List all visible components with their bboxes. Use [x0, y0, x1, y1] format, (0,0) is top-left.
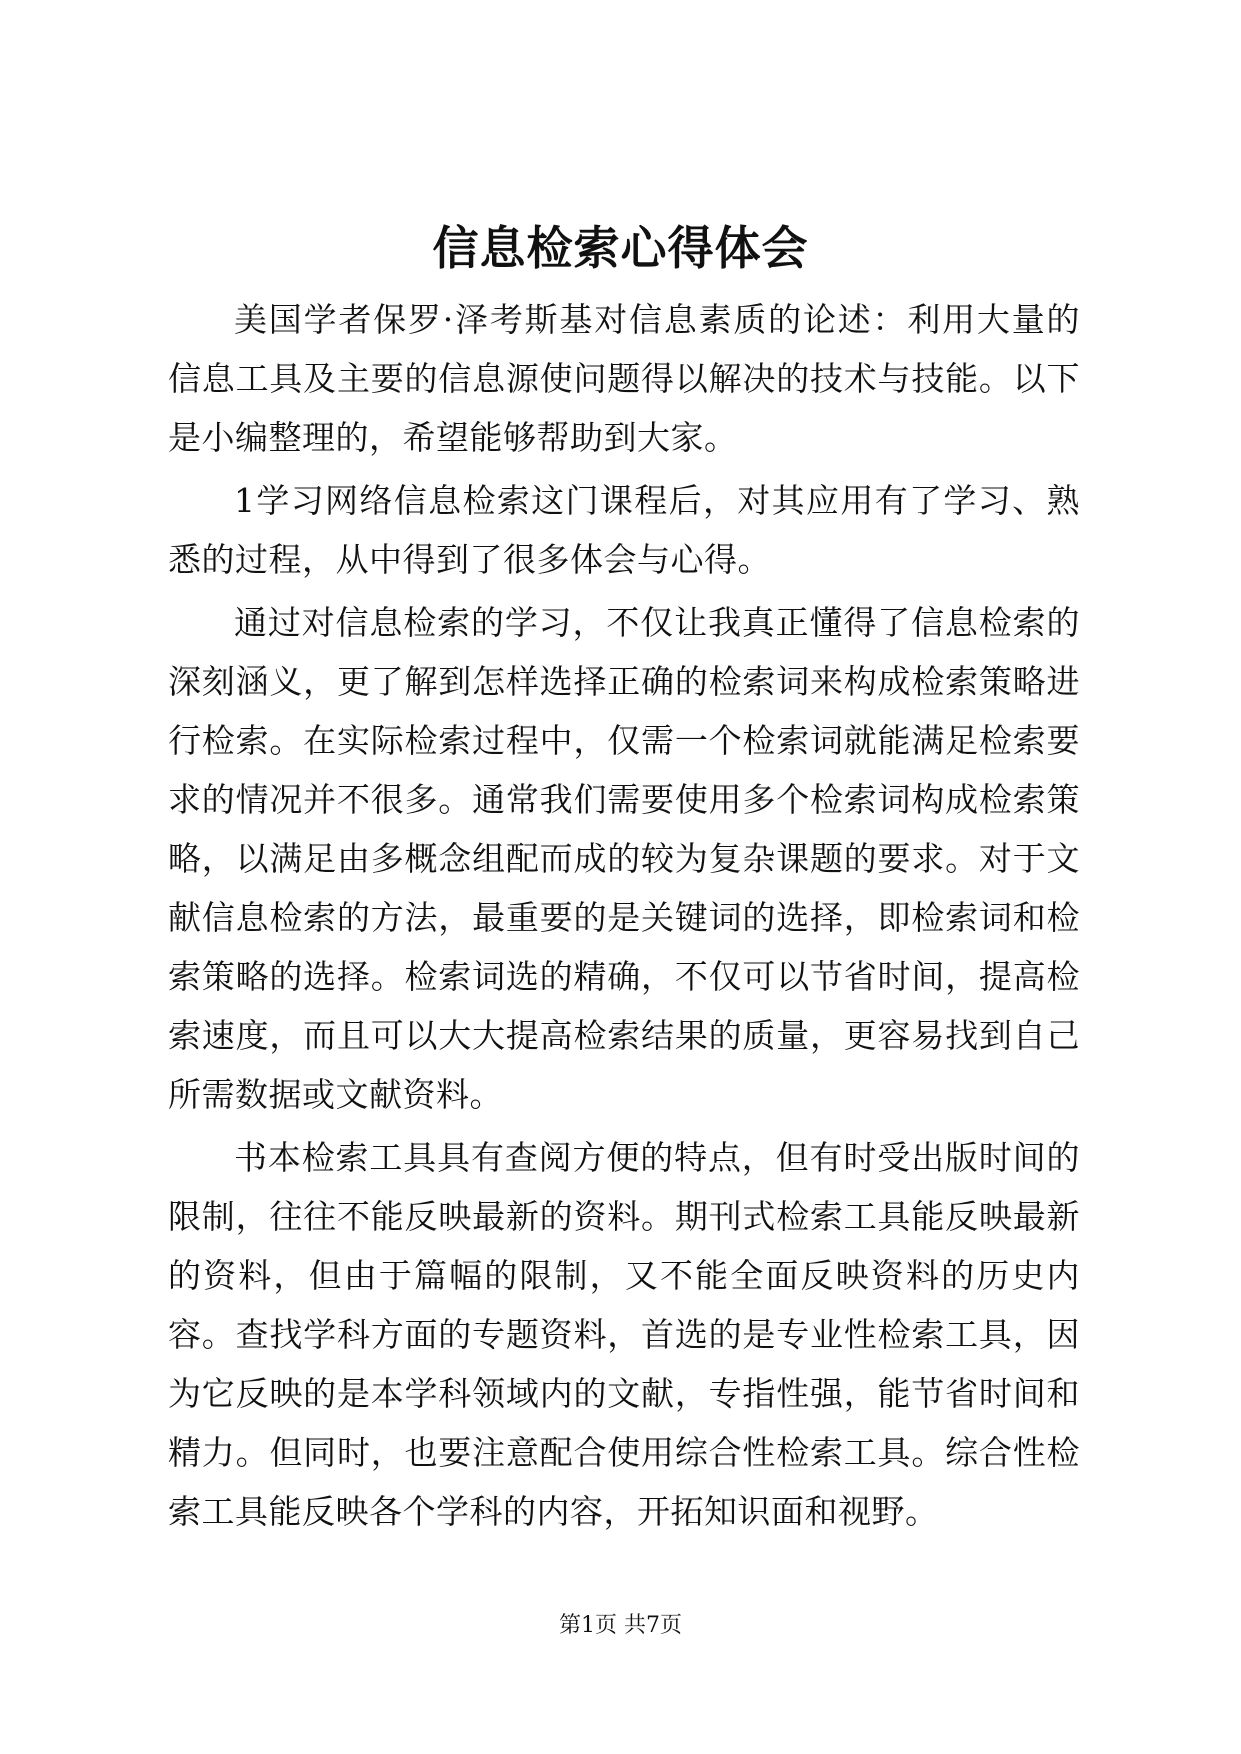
document-body: [168, 290, 1080, 1545]
paragraph-1: 1学习网络信息检索这门课程后，对其应用有了学习、熟悉的过程，从中得到了很多体会与心得。: [168, 481, 1080, 579]
page-number-footer: 第1页 共7页: [559, 1613, 682, 1638]
document-title: 信息检索心得体会: [432, 221, 809, 275]
paragraph-2: 通过对信息检索的学习，不仅让我真正懂得了信息检索的深刻涵义，更了解到怎样选择正确的检索词来构成检索策略进行检索。在实际检索过程中，仅需一个检索词就能满足检索要求的情况并不很多。通常我们需要使用多个检索词构成检索策略，以满足由多概念组配而成的较为复杂课题的要求。对于文献信息检索的方法，最重要的是关键词的选择，即检索词和检索策略的选择。检索词选的精确，不仅可以节省时间，提高检索速度，而且可以大大提高检索结果的质量，更容易找到自己所需数据或文献资料。: [168, 603, 1080, 1114]
paragraph-intro: 美国学者保罗·泽考斯基对信息素质的论述：利用大量的信息工具及主要的信息源使问题得以解决的技术与技能。以下是小编整理的，希望能够帮助到大家。: [168, 300, 1080, 457]
paragraph-3: 书本检索工具具有查阅方便的特点，但有时受出版时间的限制，往往不能反映最新的资料。期刊式检索工具能反映最新的资料，但由于篇幅的限制，又不能全面反映资料的历史内容。查找学科方面的专题资料，首选的是专业性检索工具，因为它反映的是本学科领域内的文献，专指性强，能节省时间和精力。但同时，也要注意配合使用综合性检索工具。综合性检索工具能反映各个学科的内容，开拓知识面和视野。: [168, 1138, 1080, 1531]
